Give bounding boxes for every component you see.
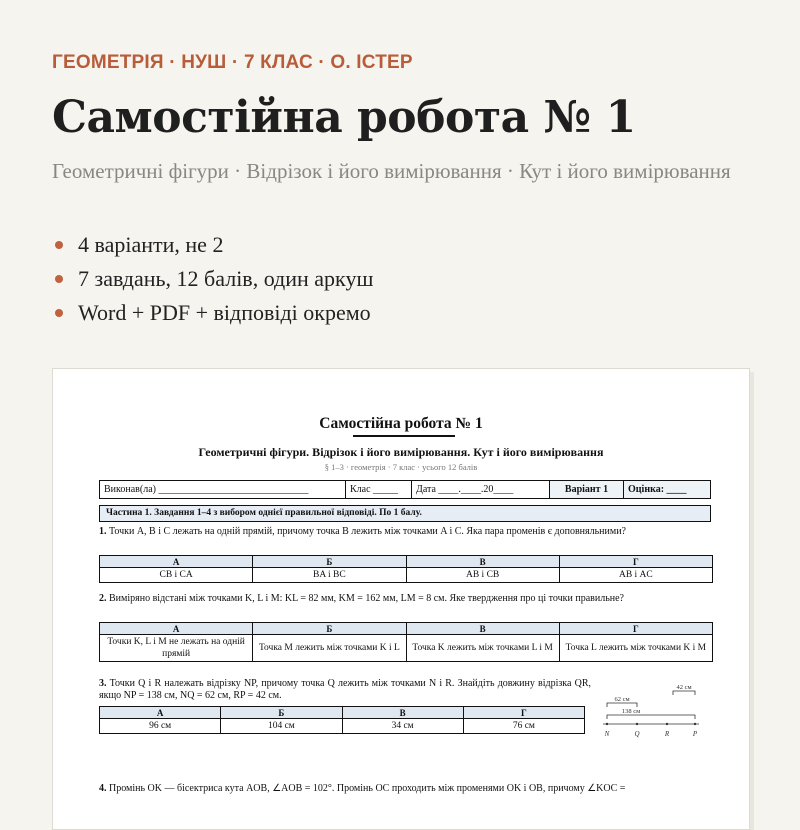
dimension-nq — [607, 703, 637, 707]
feature-text: 7 завдань, 12 балів, один аркуш — [78, 266, 374, 291]
dot-icon — [55, 241, 63, 249]
label-rp: 42 см — [676, 684, 692, 691]
label-np: 138 см — [621, 708, 641, 715]
page-subtitle: Геометричні фігури · Відрізок і його вимірювання · Кут і його вимірювання — [52, 159, 731, 183]
feature-text: Word + PDF + відповіді окремо — [78, 300, 371, 325]
class-field: Клас _____ — [346, 481, 412, 498]
question-2 — [99, 593, 713, 605]
answer-option: 76 см — [463, 719, 584, 734]
title-underline — [353, 435, 455, 437]
option-letter: В — [406, 623, 559, 635]
answer-table-1 — [99, 555, 713, 583]
worksheet-preview — [52, 368, 750, 830]
point-q: Q — [634, 730, 640, 738]
dimension-np — [607, 715, 695, 719]
question-text: Точки A, B і C лежать на одній прямій, причому точка B лежить між точками A і C. Яка пара променів є доповняльними? — [109, 526, 626, 537]
feature-list — [52, 228, 373, 330]
score-field: Оцінка: ____ — [624, 481, 710, 498]
segment-diagram — [601, 683, 711, 743]
question-3 — [99, 678, 591, 702]
option-letter: А — [100, 556, 253, 568]
option-letter: А — [100, 623, 253, 635]
dot-icon — [55, 309, 63, 317]
option-letter: А — [100, 707, 221, 719]
option-letter: Г — [559, 556, 712, 568]
question-number: 4. — [99, 783, 107, 794]
question-text: Точки Q і R належать відрізку NP, причому точка Q лежить між точками N і R. Знайдіть довжину відрізка QR, якщо NP = 138 см, NQ = 62 см, RP = 42 см. — [99, 678, 591, 701]
feature-item — [52, 228, 373, 262]
student-info-row — [99, 480, 711, 499]
label-nq: 62 см — [614, 696, 630, 703]
question-4 — [99, 783, 713, 795]
page-title: Самостійна робота № 1 — [52, 92, 636, 143]
answer-table-2 — [99, 622, 713, 662]
course-tagline: ГЕОМЕТРІЯ · НУШ · 7 КЛАС · О. ІСТЕР — [52, 52, 413, 73]
worksheet-meta: § 1–3 · геометрія · 7 клас · усього 12 балів — [324, 462, 478, 472]
answer-option: Точка L лежить між точками K і M — [559, 635, 712, 662]
date-field: Дата ____.____.20____ — [412, 481, 550, 498]
answer-option: 96 см — [100, 719, 221, 734]
point-n: N — [604, 730, 610, 738]
answer-option: AB і AC — [559, 568, 712, 583]
part-heading: Частина 1. Завдання 1–4 з вибором однієї правильної відповіді. По 1 балу. — [99, 505, 711, 522]
dimension-rp — [673, 691, 695, 695]
question-number: 1. — [99, 526, 107, 537]
answer-option: 104 см — [221, 719, 342, 734]
worksheet-title: Самостійна робота № 1 — [319, 415, 483, 432]
dot-icon — [55, 275, 63, 283]
answer-table-3 — [99, 706, 585, 734]
variant-label: Варіант 1 — [550, 481, 624, 498]
option-letter: Б — [253, 623, 406, 635]
option-letter: Б — [253, 556, 406, 568]
question-number: 3. — [99, 678, 107, 689]
question-text: Виміряно відстані між точками K, L і M: KL = 82 мм, KM = 162 мм, LM = 8 см. Яке твердження про ці точки правильне? — [109, 593, 624, 604]
answer-option: Точки K, L і M не лежать на одній прямій — [100, 635, 253, 662]
feature-item — [52, 262, 373, 296]
point-r: R — [664, 730, 670, 738]
point-p: P — [692, 730, 698, 738]
option-letter: Г — [463, 707, 584, 719]
option-letter: В — [342, 707, 463, 719]
answer-option: Точка K лежить між точками L і M — [406, 635, 559, 662]
option-letter: Б — [221, 707, 342, 719]
answer-option: AB і CB — [406, 568, 559, 583]
question-text: Промінь OK — бісектриса кута AOB, ∠AOB = 102°. Промінь OC проходить між променями OK і OB, причому ∠KOC = — [109, 783, 626, 794]
option-letter: В — [406, 556, 559, 568]
answer-option: 34 см — [342, 719, 463, 734]
option-letter: Г — [559, 623, 712, 635]
question-number: 2. — [99, 593, 107, 604]
answer-option: Точка M лежить між точками K і L — [253, 635, 406, 662]
question-1 — [99, 526, 713, 538]
name-field: Виконав(ла) ______________________________ — [100, 481, 346, 498]
worksheet-subtitle: Геометричні фігури. Відрізок і його вимірювання. Кут і його вимірювання — [198, 445, 604, 459]
answer-option: CB і CA — [100, 568, 253, 583]
feature-text: 4 варіанти, не 2 — [78, 232, 224, 257]
answer-option: BA і BC — [253, 568, 406, 583]
feature-item — [52, 296, 373, 330]
